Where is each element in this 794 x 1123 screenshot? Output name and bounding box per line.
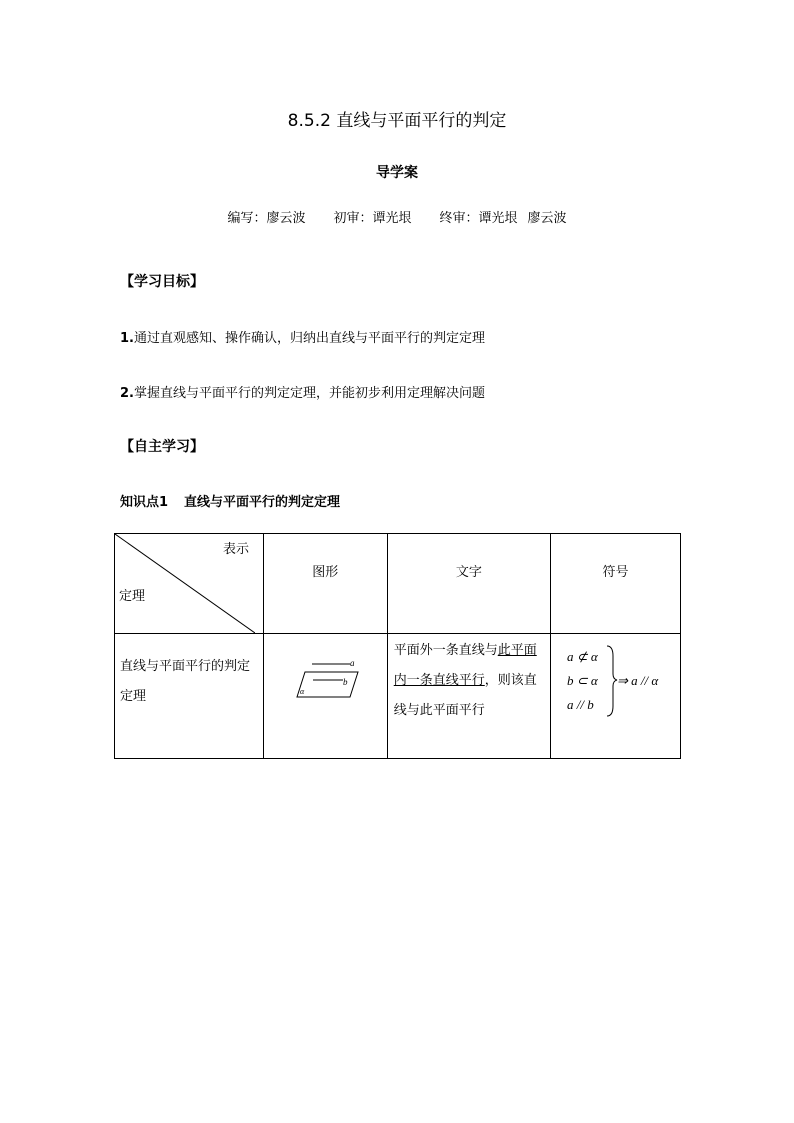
row-figure-cell — [263, 634, 387, 759]
figure-label-b: b — [342, 677, 348, 687]
corner-label-bottom: 定理 — [119, 589, 146, 604]
table-header-row — [115, 534, 681, 634]
row-theorem-name: 直线与平面平行的判定定理 — [115, 634, 264, 759]
goal-1 — [120, 327, 485, 346]
symbol-expression — [551, 634, 680, 754]
row-text-cell — [387, 634, 550, 759]
table-corner-cell — [115, 534, 264, 634]
symbol-line-3: a // b — [566, 697, 594, 712]
page-subtitle: 导学案 — [376, 165, 418, 181]
header-text: 文字 — [387, 534, 550, 634]
goal-1-number: 1. — [120, 331, 134, 346]
goal-2-number: 2. — [120, 386, 134, 401]
goal-1-text: 通过直观感知、操作确认，归纳出直线与平面平行的判定定理 — [133, 331, 485, 346]
author-final-review: 终审：谭光垠 — [439, 211, 518, 226]
header-figure: 图形 — [263, 534, 387, 634]
page-title: 8.5.2 直线与平面平行的判定 — [287, 111, 507, 131]
figure-label-a: a — [349, 658, 355, 668]
goal-2-text: 掌握直线与平面平行的判定定理，并能初步利用定理解决问题 — [133, 386, 485, 401]
corner-label-top: 表示 — [222, 542, 249, 557]
knowledge-point-title — [120, 491, 340, 510]
goal-2 — [120, 382, 485, 401]
symbol-line-1: a ⊄ α — [566, 649, 598, 664]
table-row — [115, 634, 681, 759]
text-part-3: ，则该直线与此平面平行 — [393, 673, 537, 718]
plane-line-figure — [264, 634, 387, 754]
author-writer: 编写：廖云波 — [227, 211, 306, 226]
theorem-table — [114, 533, 681, 759]
author-final-review-extra: 廖云波 — [527, 211, 567, 226]
symbol-result: ⇒ a // α — [616, 673, 659, 688]
knowledge-point-name: 直线与平面平行的判定定理 — [184, 495, 341, 510]
self-study-heading: 【自主学习】 — [120, 439, 204, 455]
figure-label-alpha: α — [299, 687, 304, 696]
header-symbol: 符号 — [550, 534, 680, 634]
text-underlined: 此平面内一条直线平行 — [393, 643, 537, 688]
symbol-line-2: b ⊂ α — [566, 673, 598, 688]
text-part-1: 平面外一条直线与 — [393, 643, 498, 658]
brace-icon — [607, 646, 617, 716]
authors-line — [0, 207, 794, 226]
knowledge-point-number: 知识点1 — [120, 495, 169, 510]
author-first-review: 初审：谭光垠 — [333, 211, 412, 226]
goals-heading: 【学习目标】 — [120, 274, 204, 290]
row-symbol-cell — [550, 634, 680, 759]
